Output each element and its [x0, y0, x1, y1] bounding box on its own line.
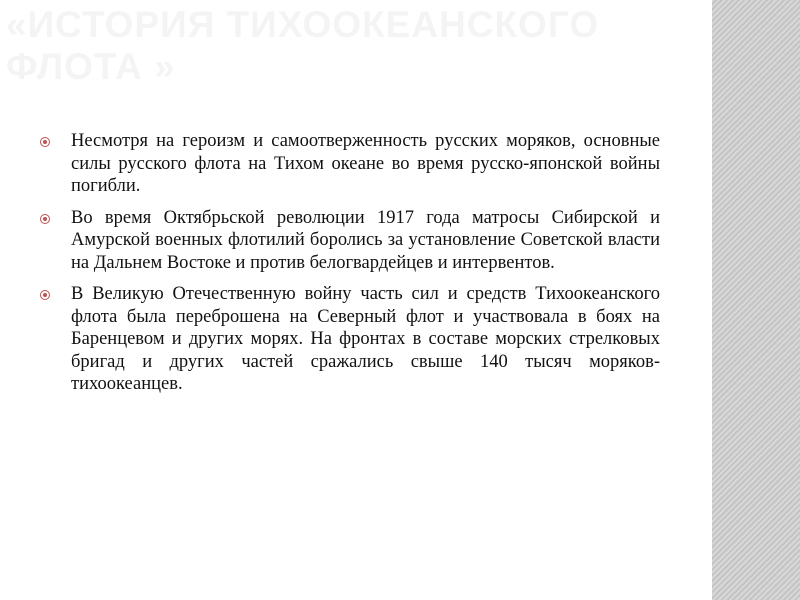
circle-bullet-icon [40, 214, 50, 224]
bullet-text: Несмотря на героизм и самоотверженность русских моряков, основные силы русского флота на Тихом океане во время русско-японской войны погибли. [71, 131, 660, 196]
bullet-text: В Великую Отечественную войну часть сил и средств Тихоокеанского флота была переброшена на Северный флот и участвовала в боях на Баренцевом и других морях. На фронтах в составе морских стрелковых бригад и других частей сражались свыше 140 тысяч моряков-тихоокеанцев. [71, 284, 660, 394]
slide-title: «ИСТОРИЯ ТИХООКЕАНСКОГО ФЛОТА » [6, 4, 600, 87]
bullet-item [40, 207, 660, 275]
circle-bullet-icon [40, 290, 50, 300]
circle-bullet-icon [40, 137, 50, 147]
decorative-side-stripe [712, 0, 800, 600]
bullet-list [40, 130, 660, 405]
bullet-item [40, 130, 660, 198]
bullet-item [40, 283, 660, 396]
bullet-text: Во время Октябрьской революции 1917 года матросы Сибирской и Амурской военных флотилий боролись за установление Советской власти на Дальнем Востоке и против белогвардейцев и интервентов. [71, 207, 660, 273]
